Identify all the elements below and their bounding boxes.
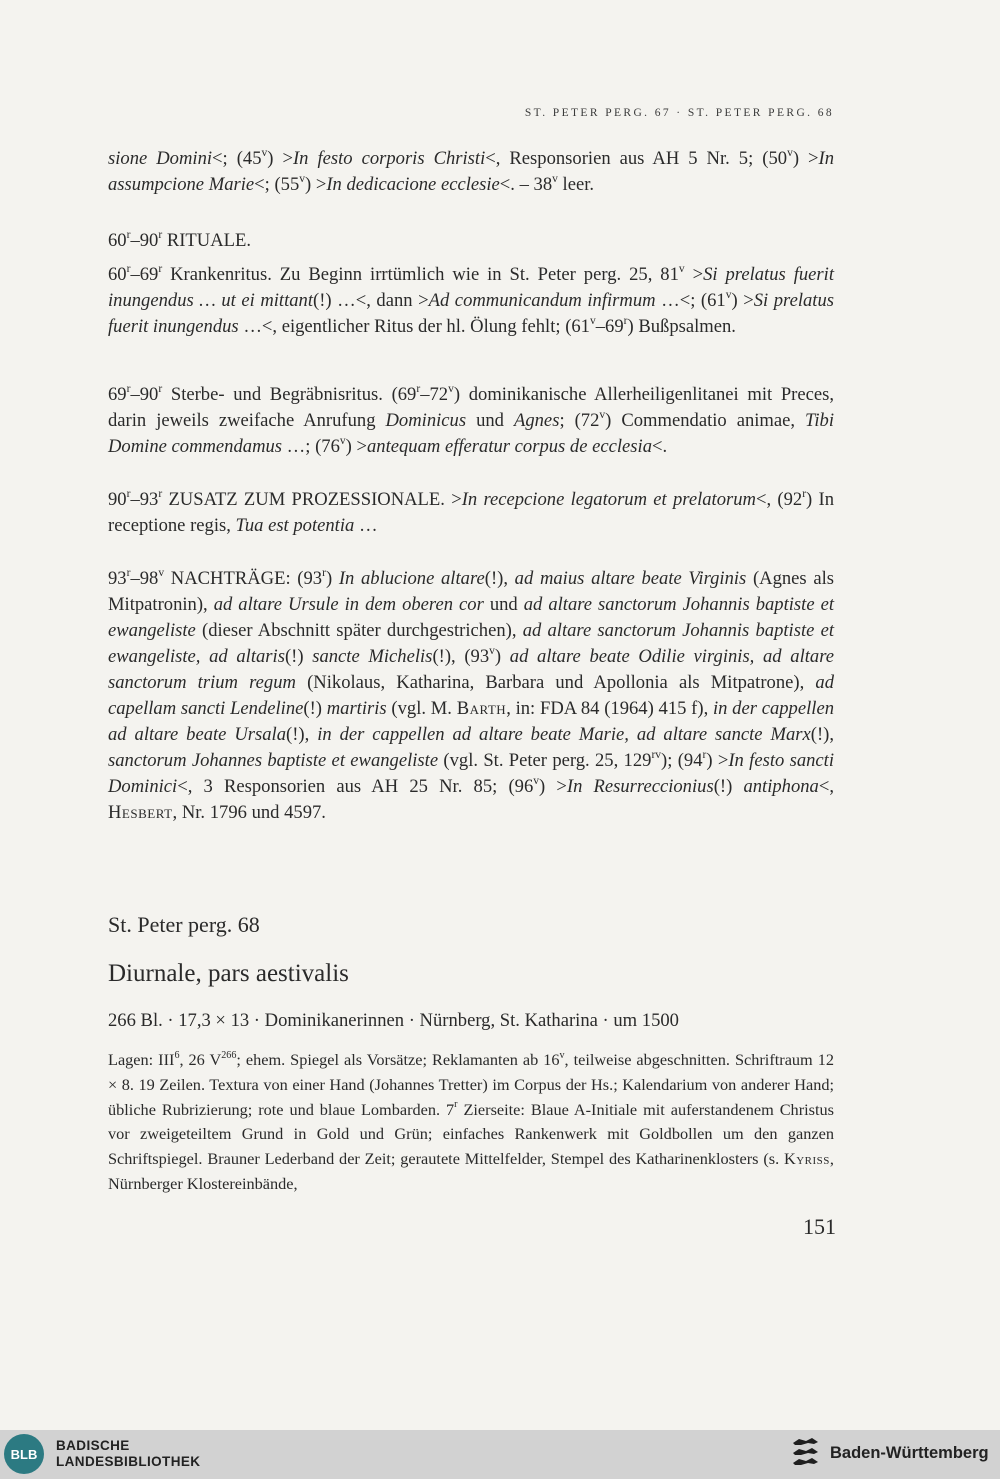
- blb-name-line1: BADISCHE: [56, 1438, 130, 1453]
- folio-side-sup: r: [702, 748, 707, 761]
- page-number: 151: [803, 1214, 836, 1239]
- paragraph-antiphon-list: [108, 146, 834, 198]
- folio-side-sup: v: [559, 1049, 565, 1061]
- italic-run: in der cappellen ad altare beate Marie, ad altare sancte Marx: [317, 724, 811, 745]
- folio-side-sup: v: [489, 644, 495, 657]
- text-run: –69: [595, 316, 624, 337]
- text-run: ); (94: [661, 750, 703, 771]
- text-run: <. – 38: [499, 174, 553, 195]
- italic-run: martiris: [326, 698, 387, 719]
- folio-side-sup: r: [126, 382, 131, 395]
- text-run: 69: [108, 384, 127, 405]
- text-run: <, 3 Responsorien aus AH 25 Nr. 85; (96: [177, 776, 534, 797]
- folio-side-sup: r: [158, 487, 163, 500]
- text-run: , Nürnberger Klostereinbände,: [108, 1149, 834, 1193]
- italic-run: In assumpcione Marie: [108, 148, 835, 195]
- italic-run: In festo corporis Christi: [292, 148, 486, 169]
- folio-side-sup: r: [126, 228, 131, 241]
- folio-side-sup: v: [533, 774, 540, 787]
- text-run: ) >: [792, 148, 819, 169]
- text-run: ; (72: [559, 410, 600, 431]
- text-run: ): [325, 568, 339, 589]
- folio-side-sup: v: [589, 314, 596, 327]
- entry-shelfmark: St. Peter perg. 68: [108, 912, 260, 937]
- paragraph-text: [108, 228, 834, 254]
- text-run: leer.: [557, 174, 595, 195]
- italic-run: ad altare beate Odilie virginis, ad altare sanctorum trium regum: [108, 646, 835, 693]
- state-name[interactable]: Baden-Württemberg: [830, 1444, 989, 1462]
- text-run: 90: [108, 489, 127, 510]
- author-name: Hesbert: [108, 802, 173, 823]
- text-run: , in: FDA 84 (1964) 415 f),: [506, 698, 713, 719]
- folio-side-sup: r: [158, 228, 163, 241]
- italic-run: In ablucione altare: [338, 568, 485, 589]
- italic-run: Agnes: [513, 410, 560, 431]
- folio-side-sup: r: [126, 566, 131, 579]
- paragraph-text: [108, 1048, 834, 1197]
- text-run: >: [684, 264, 704, 285]
- italic-run: Tibi Domine commendamus: [108, 410, 834, 457]
- text-run: (vgl. M.: [386, 698, 457, 719]
- italic-run: In dedicacione ecclesie: [326, 174, 500, 195]
- folio-side-sup: r: [126, 262, 131, 275]
- author-name: Kyriss: [783, 1149, 830, 1169]
- italic-run: ad capellam sancti Lendeline: [108, 672, 834, 719]
- text-run: …: [354, 515, 378, 536]
- folio-side-sup: v: [448, 382, 454, 395]
- folio-side-sup: rv: [651, 748, 662, 761]
- italic-run: In Resurreccionius: [566, 776, 714, 797]
- text-run: (!),: [484, 568, 515, 589]
- text-run: (!),: [286, 724, 318, 745]
- text-run: , teilweise abgeschnitten. Schriftraum 12 × 8. 19 Zeilen. Textura von einer Hand (Johannes Tretter) im Corpus der Hs.; Kalendarium von anderer Hand; übliche Rubrizierung; rote und blaue Lombarden. 7: [108, 1050, 834, 1119]
- text-run: (!) …<, dann >: [313, 290, 429, 311]
- italic-run: antequam efferatur corpus de ecclesia: [366, 436, 653, 457]
- section-sterbe-ritus: [108, 382, 834, 460]
- blb-library-name[interactable]: [56, 1438, 200, 1470]
- text-run: ) >: [731, 290, 754, 311]
- text-run: (!), (93: [432, 646, 490, 667]
- text-run: (dieser Abschnitt später durchgestrichen),: [195, 620, 523, 641]
- text-run: <; (55: [254, 174, 300, 195]
- italic-run: Si prelatus fuerit inungendus … ut ei mittant: [108, 264, 834, 311]
- italic-run: ad altare Ursule in dem oberen cor: [213, 594, 484, 615]
- section-nachtraege: [108, 566, 834, 826]
- italic-run: Tua est potentia: [235, 515, 355, 536]
- folio-side-sup: r: [416, 382, 421, 395]
- italic-run: In recepcione legatorum et prelatorum: [461, 489, 756, 510]
- section-description: [108, 1048, 834, 1197]
- text-run: und: [466, 410, 514, 431]
- italic-run: sione Domini: [108, 148, 213, 169]
- folio-side-sup: 266: [221, 1049, 237, 1061]
- text-run: <.: [652, 436, 668, 457]
- text-run: (!): [303, 698, 327, 719]
- text-run: ) In receptione regis,: [108, 489, 834, 536]
- text-run: –90: [130, 384, 159, 405]
- footer-bar: [0, 1430, 1000, 1479]
- text-run: –69: [130, 264, 159, 285]
- text-run: –93: [130, 489, 159, 510]
- text-run: 60: [108, 230, 127, 251]
- paragraph-text: [108, 146, 834, 198]
- text-run: (Nikolaus, Katharina, Barbara und Apollonia als Mitpatrone),: [295, 672, 816, 693]
- paragraph-text: [108, 487, 834, 539]
- section-prozessionale: [108, 487, 834, 539]
- text-run: ) Commendatio animae,: [605, 410, 806, 431]
- entry-meta: 266 Bl. · 17,3 × 13 · Dominikanerinnen · Nürnberg, St. Katharina · um 1500: [108, 1010, 679, 1031]
- text-run: 93: [108, 568, 127, 589]
- folio-side-sup: v: [787, 146, 793, 159]
- italic-run: Ad communicandum infirmum: [428, 290, 656, 311]
- italic-run: antiphona: [743, 776, 819, 797]
- italic-run: In festo sancti Dominici: [108, 750, 835, 797]
- italic-run: Dominicus: [385, 410, 467, 431]
- text-run: 60: [108, 264, 127, 285]
- text-run: <; (45: [212, 148, 262, 169]
- folio-side-sup: r: [126, 487, 131, 500]
- italic-run: Si prelatus fuerit inungendus: [108, 290, 834, 337]
- folio-side-sup: v: [599, 408, 606, 421]
- folio-side-sup: r: [322, 566, 326, 579]
- text-run: (!): [284, 646, 313, 667]
- section-krankenritus: [108, 262, 834, 340]
- text-run: und: [483, 594, 524, 615]
- folio-side-sup: v: [261, 146, 268, 159]
- italic-run: ad maius altare beate Virginis: [514, 568, 747, 589]
- text-run: Krankenritus. Zu Beginn irrtümlich wie in St. Peter perg. 25, 81: [162, 264, 679, 285]
- blb-name-line2: LANDESBIBLIOTHEK: [56, 1454, 201, 1469]
- text-run: NACHTRÄGE: (93: [164, 568, 323, 589]
- text-run: ) >: [305, 174, 327, 195]
- text-run: …; (76: [282, 436, 340, 457]
- italic-run: sanctorum Johannes baptiste et ewangeliste: [108, 750, 439, 771]
- blb-logo-icon[interactable]: BLB: [4, 1434, 44, 1474]
- lions-emblem-icon: [790, 1436, 822, 1472]
- text-run: –90: [130, 230, 159, 251]
- text-run: (!),: [810, 724, 834, 745]
- text-run: –72: [420, 384, 449, 405]
- running-head: ST. PETER PERG. 67 · ST. PETER PERG. 68: [524, 107, 834, 119]
- text-run: <, Responsorien aus AH 5 Nr. 5; (50: [485, 148, 788, 169]
- section-rituale: [108, 228, 834, 254]
- italic-run: in der cappellen ad altare beate Ursala: [108, 698, 834, 745]
- text-run: ): [494, 646, 510, 667]
- italic-run: ad altare sanctorum Johannis baptiste et ewangeliste: [108, 594, 834, 641]
- entry-title: Diurnale, pars aestivalis: [108, 960, 349, 987]
- text-run: …<, eigentlicher Ritus der hl. Ölung fehlt; (61: [238, 316, 590, 337]
- paragraph-text: [108, 382, 834, 460]
- folio-side-sup: v: [678, 262, 685, 275]
- italic-run: ad altare sanctorum Johannis baptiste et ewangeliste, ad altaris: [108, 620, 834, 667]
- text-run: ) >: [345, 436, 367, 457]
- text-run: <, (92: [755, 489, 803, 510]
- text-run: –98: [130, 568, 159, 589]
- italic-run: sancte Michelis: [312, 646, 433, 667]
- author-name: Barth: [456, 698, 507, 719]
- text-run: ZUSATZ ZUM PROZESSIONALE. >: [162, 489, 462, 510]
- text-run: <,: [818, 776, 834, 797]
- folio-side-sup: r: [158, 382, 163, 395]
- folio-side-sup: v: [299, 172, 306, 185]
- text-run: ; ehem. Spiegel als Vorsätze; Reklamanten ab 16: [236, 1050, 560, 1069]
- folio-side-sup: r: [802, 487, 807, 500]
- text-run: ) >: [267, 148, 293, 169]
- text-run: ) >: [706, 750, 729, 771]
- paragraph-text: [108, 566, 834, 826]
- text-run: , Nr. 1796 und 4597.: [172, 802, 326, 823]
- text-run: ) Bußpsalmen.: [627, 316, 736, 337]
- text-run: …<; (61: [655, 290, 726, 311]
- text-run: (!): [713, 776, 744, 797]
- text-run: Lagen: III: [108, 1050, 175, 1069]
- folio-side-sup: r: [623, 314, 628, 327]
- text-run: (Agnes als Mitpatronin),: [108, 568, 835, 615]
- text-run: Sterbe- und Begräbnisritus. (69: [162, 384, 417, 405]
- text-run: ) >: [539, 776, 567, 797]
- text-run: RITUALE.: [162, 230, 251, 251]
- paragraph-text: [108, 262, 834, 340]
- folio-side-sup: r: [158, 262, 163, 275]
- folio-side-sup: v: [725, 288, 732, 301]
- text-run: ) dominikanische Allerheiligenlitanei mit Preces, darin jeweils zweifache Anrufung: [108, 384, 835, 431]
- folio-side-sup: v: [158, 566, 165, 579]
- folio-side-sup: v: [339, 434, 346, 447]
- folio-side-sup: v: [552, 172, 558, 185]
- text-run: (vgl. St. Peter perg. 25, 129: [438, 750, 652, 771]
- text-run: , 26 V: [179, 1050, 222, 1069]
- folio-side-sup: r: [454, 1099, 458, 1111]
- folio-side-sup: 6: [174, 1049, 180, 1061]
- text-run: Zierseite: Blaue A-Initiale mit auferstandenem Christus vor zweigeteiltem Grund in Gold und Grün; einfaches Rankenwerk mit Goldbollen um den ganzen Schriftspiegel. Brauner Lederband der Zeit; gerautete Mittelfelder, Stempel des Katharinenklosters (s.: [108, 1099, 834, 1169]
